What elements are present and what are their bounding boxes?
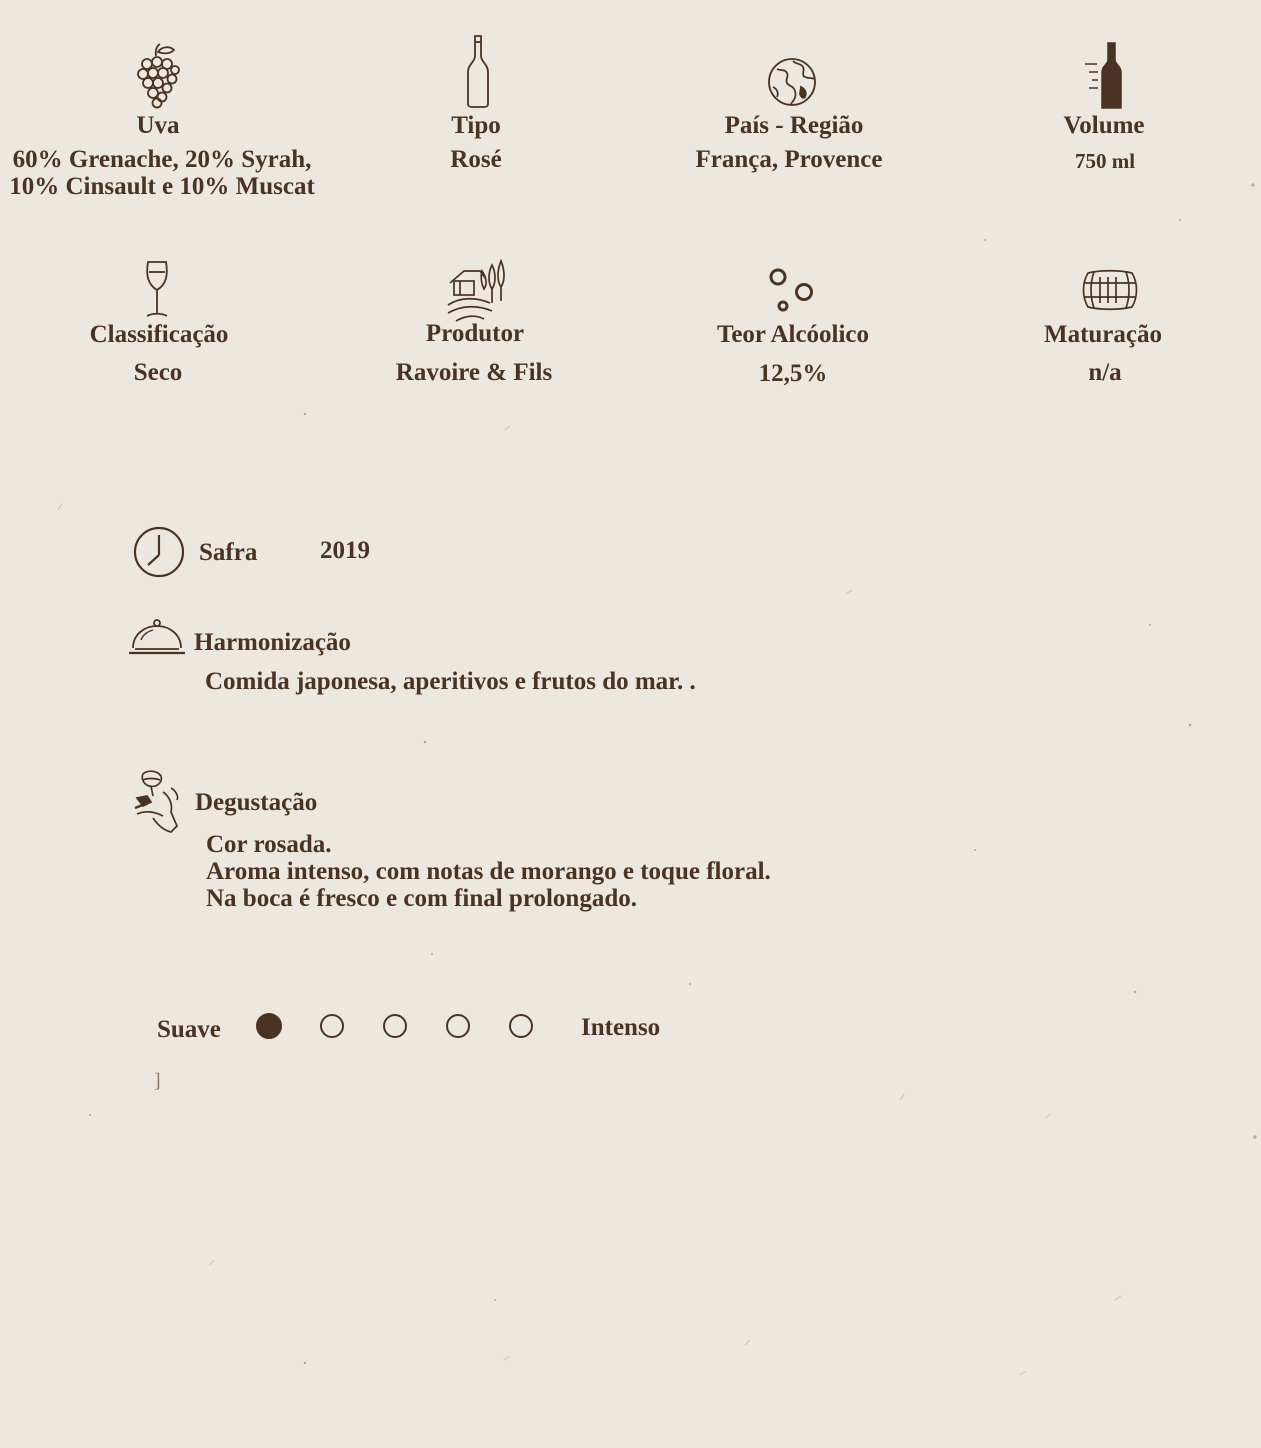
spec-value-teor-alcoolico: 12,5% <box>758 360 828 387</box>
tasting-hand-icon <box>133 768 183 836</box>
spec-label-maturacao: Maturação <box>1043 321 1163 348</box>
spec-value-uva-line1: 60% Grenache, 20% Syrah, <box>12 146 312 173</box>
intensity-right-label: Intenso <box>581 1014 661 1041</box>
stray-bracket: ] <box>154 1070 161 1092</box>
spec-label-tipo: Tipo <box>451 112 501 139</box>
intensity-dot-3 <box>383 1014 407 1038</box>
spec-label-classificacao: Classificação <box>89 321 229 348</box>
spec-value-tipo: Rosé <box>450 146 502 173</box>
spec-label-uva: Uva <box>136 112 180 139</box>
spec-value-volume: 750 ml <box>1074 149 1136 173</box>
degustacao-line-3: Na boca é fresco e com final prolongado. <box>206 885 637 912</box>
intensity-dot-5 <box>509 1014 533 1038</box>
degustacao-line-2: Aroma intenso, com notas de morango e toque floral. <box>206 858 771 885</box>
barrel-icon <box>1080 269 1140 311</box>
cloche-icon <box>127 618 187 656</box>
harmonizacao-text: Comida japonesa, aperitivos e frutos do mar. . <box>205 668 696 695</box>
spec-value-pais-regiao: França, Provence <box>695 146 883 173</box>
intensity-dot-4 <box>446 1014 470 1038</box>
harmonizacao-label: Harmonização <box>194 629 351 656</box>
vineyard-icon <box>446 259 510 323</box>
bottle-volume-icon <box>1083 42 1127 110</box>
spec-value-uva-line2: 10% Cinsault e 10% Muscat <box>9 173 315 200</box>
safra-value: 2019 <box>320 537 370 564</box>
spec-label-produtor: Produtor <box>425 320 525 347</box>
safra-label: Safra <box>199 539 258 566</box>
intensity-dot-2 <box>320 1014 344 1038</box>
bubbles-icon <box>766 266 816 314</box>
wine-glass-icon <box>144 260 170 320</box>
spec-value-produtor: Ravoire & Fils <box>395 359 553 386</box>
degustacao-line-1: Cor rosada. <box>206 831 332 858</box>
clock-icon <box>132 525 186 579</box>
spec-label-teor-alcoolico: Teor Alcóolico <box>716 321 870 348</box>
grape-icon <box>136 42 182 108</box>
spec-label-volume: Volume <box>1063 112 1145 139</box>
intensity-left-label: Suave <box>157 1016 221 1043</box>
intensity-dot-1 <box>256 1013 282 1039</box>
globe-icon <box>767 57 817 107</box>
spec-label-pais-regiao: País - Região <box>724 112 864 139</box>
spec-value-classificacao: Seco <box>133 359 183 386</box>
degustacao-label: Degustação <box>195 789 318 816</box>
bottle-outline-icon <box>466 34 490 108</box>
spec-value-maturacao: n/a <box>1088 359 1122 386</box>
